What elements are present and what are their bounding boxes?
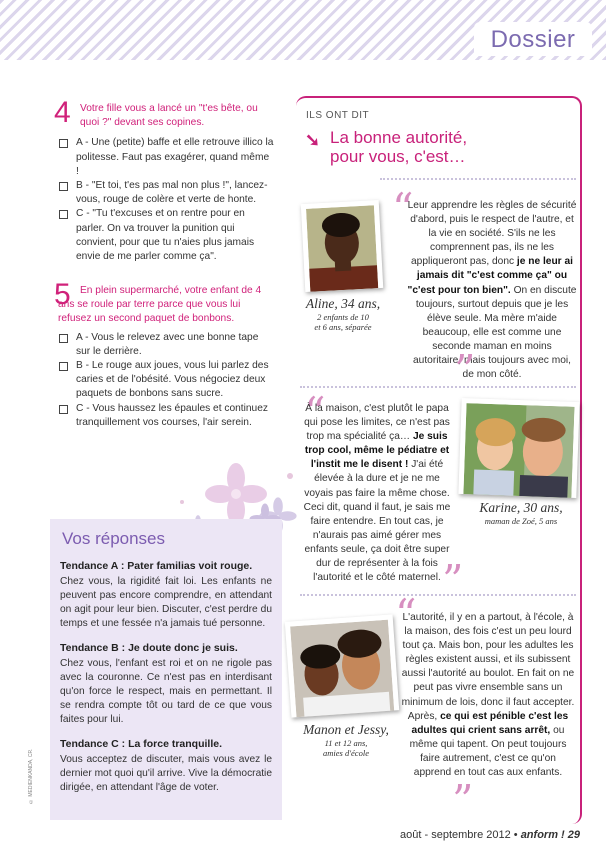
tendency-b-heading: Tendance B : Je doute donc je suis.: [60, 642, 238, 654]
close-quote-icon: ”: [452, 776, 474, 825]
tendency-c-heading: Tendance C : La force tranquille.: [60, 738, 223, 750]
answer-option: A - Vous le relevez avec une bonne tape sur le derrière.: [58, 331, 274, 359]
quote-text: Leur apprendre les règles de sécurité d'abord, puis le respect de l'autre, et la vie en société. S'ils ne les comprennent pas, ils ne les appliqueront pas, donc: [407, 200, 577, 268]
caption-manon-jessy: [290, 722, 402, 758]
answers-body: [60, 559, 272, 805]
caption-karine: [464, 500, 578, 526]
footer-brand: anform !: [520, 829, 565, 841]
quote-manon-jessy: [400, 611, 576, 780]
question-number: 4: [54, 96, 71, 129]
quote-text: À la maison, c'est plutôt le papa qui pose les limites, ce n'est pas trop ma spécialité ça…: [304, 403, 450, 443]
person-detail: maman de Zoé, 5 ans: [484, 516, 558, 526]
question-text: Votre fille vous a lancé un "t'es bête, ou quoi ?" devant ses copines.: [80, 103, 258, 129]
dotted-divider: [300, 386, 576, 390]
quote-text: J'ai été élevée à la dure et je ne me voyais pas faire la même chose. Ceci dit, quand il faut, je sais me faire entendre. En tout cas, je n'aurais pas aimé gérer mes enfants seule, ça doit être super dur de représenter à la fois l'autorité et le côté maternel.: [303, 459, 451, 584]
quote-aline: [407, 199, 577, 382]
dotted-divider: [300, 594, 576, 598]
question-text: En plein supermarché, votre enfant de 4 ans se roule par terre parce que vous lui refusez un second paquet de bonbons.: [58, 285, 262, 325]
answer-option: B - "Et toi, t'es pas mal non plus !", lancez-vous, rouge de colère et verte de honte.: [58, 179, 274, 207]
quote-karine: [302, 402, 452, 585]
close-quote-icon: ”: [454, 346, 476, 395]
person-detail: 2 enfants de 10: [317, 312, 369, 322]
answer-option: B - Le rouge aux joues, vous lui parlez des caries et de l'obésité. Vous négociez deux paquets de bonbons sans sucre.: [58, 359, 274, 402]
close-quote-icon: ”: [442, 556, 464, 605]
quote-highlight: Je suis trop cool, même le pédiatre et l'instit me le disent !: [304, 431, 450, 471]
footer-date: août - septembre 2012 •: [400, 829, 518, 841]
testimonials-title: [330, 128, 467, 166]
question-number: 5: [54, 278, 71, 311]
title-line: pour vous, c'est…: [330, 147, 466, 166]
quote-text: ou même qui tapent. On peut toujours faire autrement, c'est ce qu'on apprend en tout cas aux enfants.: [409, 724, 567, 779]
tendency-b-text: Chez vous, l'enfant est roi et on ne rigole pas avec la couronne. Ce n'est pas en interdisant qu'on force le respect, mais en permettant. Il se rendra compte tôt ou tard de ce que vous faites pour lui.: [60, 658, 272, 725]
person-detail: et 6 ans, séparée: [314, 322, 372, 332]
title-line: La bonne autorité,: [330, 128, 468, 147]
tendency-c-text: Vous acceptez de discuter, mais vous avez le dernier mot quoi qu'il arrive. Vive la démocratie dirigée, en attendant l'âge de voter.: [60, 754, 272, 793]
page-footer: [400, 829, 580, 841]
person-detail: amies d'école: [323, 748, 369, 758]
photo-credit: © MEDIENKANDA, CR.: [28, 748, 34, 804]
tendency-a-text: Chez vous, la rigidité fait loi. Les enfants ne peuvent pas encore comprendre, en attendant on agit pour leur bien. Discuter, c'est perdre du temps et une fessée n'a jamais tué personne.: [60, 576, 272, 629]
portrait-image: [290, 620, 394, 718]
quiz-question-4: [54, 96, 274, 264]
caption-aline: [300, 296, 386, 332]
open-quote-icon: “: [395, 590, 417, 639]
testimonials-kicker: ILS ONT DIT: [306, 110, 370, 121]
photo-karine: [458, 398, 579, 498]
tendency-a-heading: Tendance A : Pater familias voit rouge.: [60, 560, 253, 572]
answers-title: Vos réponses: [62, 529, 166, 548]
person-detail: 11 et 12 ans,: [324, 738, 368, 748]
arrow-icon: ➘: [305, 130, 321, 150]
answer-option: C - Vous haussez les épaules et continuez tranquillement vos courses, l'air serein.: [58, 402, 274, 430]
photo-manon-jessy: [285, 614, 399, 717]
quote-highlight: je ne leur ai jamais dit "c'est comme ça" ou "c'est pour ton bien".: [407, 256, 573, 296]
portrait-image: [306, 205, 378, 291]
answer-option: A - Une (petite) baffe et elle retrouve illico la politesse. Faut pas exagérer, quand même !: [58, 136, 274, 179]
quote-text: On en discute toujours, surtout depuis que je les élève seule. Ma mère m'aide beaucoup, elle est comme une seconde maman en moins autoritaire, mais toujours avec moi, de mon côté.: [413, 284, 577, 381]
open-quote-icon: “: [392, 184, 414, 233]
dotted-divider: [380, 178, 576, 182]
person-name: Karine, 30 ans,: [479, 500, 563, 515]
answer-option: C - "Tu t'excuses et on rentre pour en parler. On va trouver la punition qui convient, pour que tu n'aies plus jamais envie de me parler comme ça".: [58, 207, 274, 264]
portrait-image: [463, 403, 574, 498]
quiz-question-5: [54, 278, 274, 430]
quote-highlight: ce qui est pénible c'est les adultes qui crient sans arrêt,: [411, 710, 569, 736]
person-name: Aline, 34 ans,: [305, 296, 381, 311]
person-name: Manon et Jessy,: [303, 722, 389, 737]
open-quote-icon: “: [304, 388, 326, 437]
page-number: 29: [567, 829, 580, 841]
photo-aline: [301, 200, 383, 292]
answers-box: [50, 519, 282, 820]
quote-text: L'autorité, il y en a partout, à l'école, à la maison, des fois c'est un peu lourd tout ça. Mais bon, pour les adultes les règles existent aussi, et ils subissent aussi l'autorité au boulot. En fait on ne peut pas vivre ensemble sans un minimum de lois, donc il faut accepter. Après,: [401, 612, 575, 722]
section-label: Dossier: [474, 22, 592, 56]
